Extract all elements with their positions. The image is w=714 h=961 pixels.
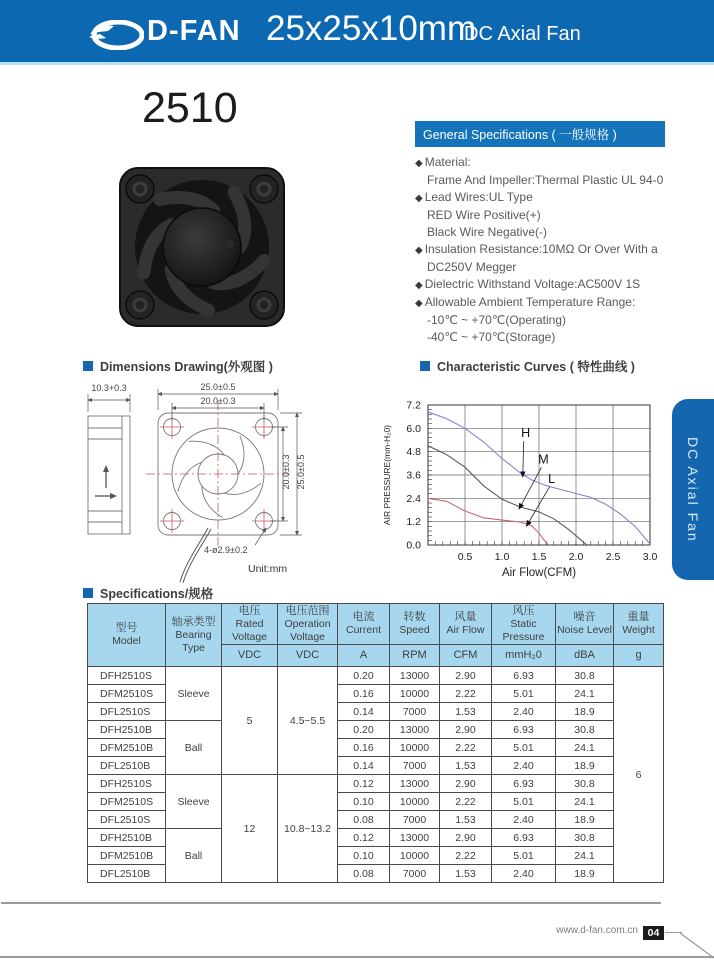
unit-header: g — [614, 645, 664, 667]
spec-table-body — [88, 667, 664, 883]
svg-text:1.5: 1.5 — [531, 551, 547, 563]
table-row — [88, 667, 664, 685]
spec-line: RED Wire Positive(+) — [427, 208, 541, 222]
spec-line: -10℃ ~ +70℃(Operating) — [427, 313, 567, 327]
table-cell: 6 — [614, 667, 664, 883]
table-cell: 2.90 — [440, 721, 492, 739]
svg-text:1.2: 1.2 — [406, 516, 421, 529]
table-cell: 24.1 — [556, 739, 614, 757]
column-header: 电流 Current — [338, 604, 390, 645]
svg-text:1.0: 1.0 — [494, 551, 510, 563]
spec-line: ◆ Lead Wires:UL Type — [415, 190, 533, 204]
svg-text:M: M — [538, 452, 549, 467]
table-cell: 7000 — [390, 811, 440, 829]
unit-header: dBA — [556, 645, 614, 667]
table-cell: 4.5~5.5 — [278, 667, 338, 775]
table-cell: 7000 — [390, 703, 440, 721]
section-marker-icon — [83, 588, 93, 598]
table-cell: DFL2510B — [88, 865, 166, 883]
table-cell: 5.01 — [492, 739, 556, 757]
table-cell: 10000 — [390, 847, 440, 865]
spec-line: ◆ Material: — [415, 155, 471, 169]
table-cell: DFM2510S — [88, 793, 166, 811]
table-cell: 5 — [222, 667, 278, 775]
table-cell: 0.14 — [338, 703, 390, 721]
table-cell: 2.90 — [440, 829, 492, 847]
table-cell: 12 — [222, 775, 278, 883]
column-header: 型号 Model — [88, 604, 166, 667]
table-cell: DFL2510B — [88, 757, 166, 775]
table-cell: 13000 — [390, 721, 440, 739]
table-cell: 0.14 — [338, 757, 390, 775]
svg-text:2.0: 2.0 — [568, 551, 584, 563]
svg-text:4-ø2.9±0.2: 4-ø2.9±0.2 — [204, 545, 248, 555]
svg-text:0.0: 0.0 — [406, 539, 421, 552]
table-cell: 13000 — [390, 667, 440, 685]
header-bar — [0, 0, 714, 62]
spec-line: Frame And Impeller:Thermal Plastic UL 94-0 — [427, 173, 664, 187]
table-cell: 30.8 — [556, 775, 614, 793]
table-cell: Sleeve — [166, 775, 222, 829]
svg-text:0.5: 0.5 — [457, 551, 473, 563]
svg-text:20.0±0.3: 20.0±0.3 — [200, 396, 236, 406]
table-cell: DFM2510S — [88, 685, 166, 703]
svg-text:7.2: 7.2 — [406, 399, 421, 412]
diamond-bullet-icon: ◆ — [415, 298, 423, 309]
column-header: 重量 Weight — [614, 604, 664, 645]
table-cell: 5.01 — [492, 847, 556, 865]
diamond-bullet-icon: ◆ — [415, 158, 423, 169]
general-specifications-title: General Specifications ( 一般规格 ) — [415, 121, 665, 147]
footer-divider — [1, 902, 661, 904]
table-cell: 0.10 — [338, 847, 390, 865]
section-marker-icon — [420, 361, 430, 371]
column-header: 轴承类型 Bearing Type — [166, 604, 222, 667]
spec-line: Black Wire Negative(-) — [427, 225, 548, 239]
column-header: 转数 Speed — [390, 604, 440, 645]
unit-header: VDC — [278, 645, 338, 667]
section-marker-icon — [83, 361, 93, 371]
table-cell: Sleeve — [166, 667, 222, 721]
table-cell: 7000 — [390, 865, 440, 883]
table-cell: 0.20 — [338, 667, 390, 685]
table-cell: DFM2510B — [88, 847, 166, 865]
column-header: 风压 Static Pressure — [492, 604, 556, 645]
svg-text:2.4: 2.4 — [406, 492, 421, 505]
unit-header: VDC — [222, 645, 278, 667]
table-cell: 0.12 — [338, 829, 390, 847]
specifications-section-title: Specifications/规格 — [83, 584, 213, 602]
diamond-bullet-icon: ◆ — [415, 245, 423, 256]
svg-text:3.0: 3.0 — [642, 551, 658, 563]
table-cell: 18.9 — [556, 811, 614, 829]
table-cell: 1.53 — [440, 811, 492, 829]
column-header: 风量 Air Flow — [440, 604, 492, 645]
table-cell: DFH2510S — [88, 775, 166, 793]
page-title: 25x25x10mm — [266, 9, 477, 48]
table-cell: 2.22 — [440, 685, 492, 703]
table-cell: 24.1 — [556, 847, 614, 865]
table-row — [88, 721, 664, 739]
table-cell: 24.1 — [556, 685, 614, 703]
table-cell: 10000 — [390, 739, 440, 757]
table-cell: 2.22 — [440, 739, 492, 757]
spec-table-head — [88, 604, 664, 667]
table-cell: 2.40 — [492, 811, 556, 829]
table-cell: 2.90 — [440, 775, 492, 793]
svg-text:Unit:mm: Unit:mm — [248, 563, 288, 575]
svg-text:3.6: 3.6 — [406, 469, 421, 482]
characteristic-curves-chart — [376, 376, 676, 588]
svg-text:AIR PRESSURE(mm-H₂0): AIR PRESSURE(mm-H₂0) — [382, 424, 392, 526]
svg-text:4.8: 4.8 — [406, 446, 421, 459]
tab-label: DC Axial Fan — [685, 436, 701, 543]
table-cell: 5.01 — [492, 793, 556, 811]
table-cell: 5.01 — [492, 685, 556, 703]
unit-header: RPM — [390, 645, 440, 667]
diamond-bullet-icon: ◆ — [415, 280, 423, 291]
column-header: 电压 Rated Voltage — [222, 604, 278, 645]
table-cell: 6.93 — [492, 721, 556, 739]
table-cell: 6.93 — [492, 667, 556, 685]
table-cell: 24.1 — [556, 793, 614, 811]
table-cell: DFM2510B — [88, 739, 166, 757]
page-number-badge: 04 — [643, 926, 664, 940]
table-cell: 0.16 — [338, 739, 390, 757]
svg-text:H: H — [521, 426, 531, 441]
diamond-bullet-icon: ◆ — [415, 193, 423, 204]
table-cell: 2.40 — [492, 703, 556, 721]
svg-text:20.0±0.3: 20.0±0.3 — [281, 454, 291, 490]
general-specs-list — [415, 154, 695, 346]
svg-text:6.0: 6.0 — [406, 422, 421, 435]
table-cell: 18.9 — [556, 865, 614, 883]
unit-header: A — [338, 645, 390, 667]
dimensions-drawing — [78, 376, 396, 584]
header-underline — [0, 62, 714, 65]
table-cell: Ball — [166, 721, 222, 775]
svg-text:25.0±0.5: 25.0±0.5 — [296, 454, 306, 490]
general-specifications-panel — [415, 121, 695, 346]
website-text: www.d-fan.com.cn — [556, 925, 638, 936]
table-cell: 1.53 — [440, 757, 492, 775]
curves-section-title: Characteristic Curves ( 特性曲线 ) — [420, 357, 635, 375]
spec-line: DC250V Megger — [427, 260, 517, 274]
table-cell: 13000 — [390, 829, 440, 847]
table-row — [88, 775, 664, 793]
table-cell: 18.9 — [556, 703, 614, 721]
dimensions-section-title: Dimensions Drawing(外观图 ) — [83, 357, 273, 375]
model-number: 2510 — [142, 84, 238, 132]
table-cell: DFH2510B — [88, 829, 166, 847]
table-cell: 2.40 — [492, 757, 556, 775]
unit-header: CFM — [440, 645, 492, 667]
column-header: 噪音 Noise Level — [556, 604, 614, 645]
product-photo — [102, 156, 302, 341]
spec-line: ◆ Insulation Resistance:10MΩ Or Over With a — [415, 242, 658, 256]
table-cell: 7000 — [390, 757, 440, 775]
table-cell: 0.16 — [338, 685, 390, 703]
table-cell: 30.8 — [556, 829, 614, 847]
spec-line: ◆ Allowable Ambient Temperature Range: — [415, 295, 636, 309]
table-cell: 30.8 — [556, 721, 614, 739]
table-cell: 10000 — [390, 793, 440, 811]
table-cell: 6.93 — [492, 829, 556, 847]
table-cell: 1.53 — [440, 703, 492, 721]
table-cell: 0.10 — [338, 793, 390, 811]
table-cell: 2.22 — [440, 793, 492, 811]
table-cell: 13000 — [390, 775, 440, 793]
table-cell: DFL2510S — [88, 811, 166, 829]
page-bottom-edge — [0, 956, 714, 958]
table-cell: Ball — [166, 829, 222, 883]
column-header: 电压范围 Operation Voltage — [278, 604, 338, 645]
table-row — [88, 829, 664, 847]
specifications-table — [87, 603, 664, 883]
svg-text:Air Flow(CFM): Air Flow(CFM) — [501, 567, 577, 579]
table-cell: 10.8~13.2 — [278, 775, 338, 883]
table-cell: 10000 — [390, 685, 440, 703]
spec-line: -40℃ ~ +70℃(Storage) — [427, 330, 556, 344]
table-cell: 0.08 — [338, 811, 390, 829]
table-cell: 6.93 — [492, 775, 556, 793]
svg-text:25.0±0.5: 25.0±0.5 — [200, 382, 236, 392]
svg-text:2.5: 2.5 — [605, 551, 621, 563]
table-cell: 0.20 — [338, 721, 390, 739]
table-cell: 2.40 — [492, 865, 556, 883]
svg-text:L: L — [548, 471, 556, 486]
table-cell: 18.9 — [556, 757, 614, 775]
table-cell: DFL2510S — [88, 703, 166, 721]
dfan-logo-icon — [88, 20, 144, 50]
table-cell: DFH2510S — [88, 667, 166, 685]
table-cell: 2.90 — [440, 667, 492, 685]
brand-name: D-FAN — [147, 15, 241, 47]
table-cell: 2.22 — [440, 847, 492, 865]
table-cell: 0.12 — [338, 775, 390, 793]
table-cell: 0.08 — [338, 865, 390, 883]
svg-text:10.3+0.3: 10.3+0.3 — [91, 383, 127, 393]
table-cell: 1.53 — [440, 865, 492, 883]
unit-header: mmH₂0 — [492, 645, 556, 667]
spec-line: ◆ Dielectric Withstand Voltage:AC500V 1S — [415, 277, 641, 291]
table-cell: DFH2510B — [88, 721, 166, 739]
page-subtitle: DC Axial Fan — [464, 23, 581, 45]
dc-axial-fan-tab — [672, 399, 714, 580]
table-cell: 30.8 — [556, 667, 614, 685]
